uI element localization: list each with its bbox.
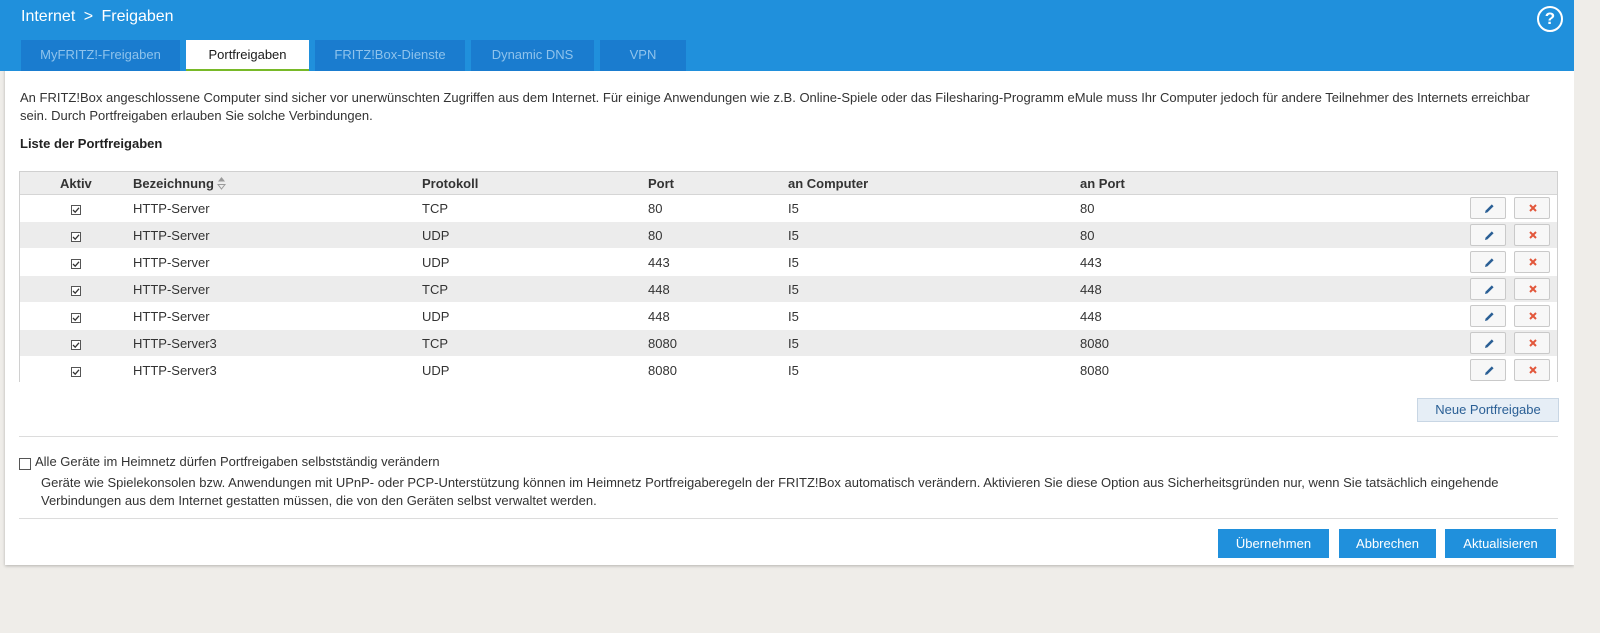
tab-portfreigaben[interactable]: Portfreigaben [186,40,309,71]
tab-myfritz-freigaben[interactable]: MyFRITZ!-Freigaben [21,40,180,71]
edit-button[interactable] [1470,305,1506,327]
pencil-icon [1484,284,1495,295]
table-row [20,330,1557,356]
column-header-aktiv: Aktiv [60,176,92,191]
tab-fritzbox-dienste[interactable]: FRITZ!Box-Dienste [315,40,465,71]
help-icon[interactable]: ? [1537,6,1563,32]
pencil-icon [1484,257,1495,268]
sort-icon[interactable] [217,176,226,193]
cell-an-computer: I5 [788,201,799,216]
cell-port: 443 [648,255,670,270]
upnp-option-description: Geräte wie Spielekonsolen bzw. Anwendungen mit UPnP- oder PCP-Unterstützung können im Heimnetz Portfreigaberegeln der FRITZ!Box automatisch verändern. Aktivieren Sie diese Option aus Sicherheitsgründen nur, wenn Sie tatsächlich eingehende Verbindungen aus dem Internet gestatten müssen, die von den Geräten selbst verwaltet werden. [41,475,1499,508]
cell-an-port: 448 [1080,309,1102,324]
cell-protokoll: UDP [422,228,450,243]
cell-an-port: 8080 [1080,363,1109,378]
table-header [20,172,1557,195]
cell-bezeichnung: HTTP-Server [133,309,210,324]
close-icon [1528,230,1538,240]
delete-button[interactable] [1514,224,1550,246]
delete-button[interactable] [1514,332,1550,354]
cancel-button[interactable]: Abbrechen [1339,529,1436,558]
column-header-an-computer: an Computer [788,176,869,191]
tab-dynamic-dns[interactable]: Dynamic DNS [471,40,594,71]
cell-an-computer: I5 [788,282,799,297]
edit-button[interactable] [1470,197,1506,219]
close-icon [1528,365,1538,375]
tab-bar [21,40,692,71]
table-row [20,222,1557,248]
page-scroll-track [1574,0,1600,633]
cell-port: 80 [648,201,663,216]
checkbox-checked-icon[interactable] [71,256,81,266]
tab-vpn[interactable]: VPN [600,40,686,71]
apply-button[interactable]: Übernehmen [1218,529,1329,558]
edit-button[interactable] [1470,224,1506,246]
cell-bezeichnung: HTTP-Server [133,228,210,243]
cell-an-port: 80 [1080,228,1095,243]
intro-text: An FRITZ!Box angeschlossene Computer sind sicher vor unerwünschten Zugriffen aus dem Internet. Für einige Anwendungen wie z.B. Online-Spiele oder das Filesharing-Programm eMule muss Ihr Computer jedoch für andere Teilnehmer des Internets erreichbar sein. Durch Portfreigaben erlauben Sie solche Verbindungen. [20,90,1530,123]
cell-port: 8080 [648,363,677,378]
pencil-icon [1484,203,1495,214]
cell-protokoll: UDP [422,309,450,324]
edit-button[interactable] [1470,251,1506,273]
new-port-forwarding-button[interactable]: Neue Portfreigabe [1417,398,1559,422]
cell-protokoll: TCP [422,282,448,297]
pencil-icon [1484,230,1495,241]
column-header-protokoll: Protokoll [422,176,479,191]
delete-button[interactable] [1514,197,1550,219]
table-row [20,249,1557,275]
cell-an-port: 448 [1080,282,1102,297]
cell-bezeichnung: HTTP-Server3 [133,336,217,351]
column-header-bezeichnung-label[interactable]: Bezeichnung [133,176,214,191]
port-forwarding-table [19,171,1558,382]
cell-port: 8080 [648,336,677,351]
pencil-icon [1484,365,1495,376]
pencil-icon [1484,338,1495,349]
cell-bezeichnung: HTTP-Server [133,282,210,297]
column-header-an-port: an Port [1080,176,1125,191]
cell-an-computer: I5 [788,336,799,351]
delete-button[interactable] [1514,278,1550,300]
page-header [0,0,1574,71]
breadcrumb [21,8,174,26]
cell-an-port: 8080 [1080,336,1109,351]
checkbox-checked-icon[interactable] [71,229,81,239]
delete-button[interactable] [1514,359,1550,381]
edit-button[interactable] [1470,359,1506,381]
list-title: Liste der Portfreigaben [20,136,163,151]
close-icon [1528,338,1538,348]
cell-an-computer: I5 [788,363,799,378]
cell-bezeichnung: HTTP-Server [133,201,210,216]
cell-port: 448 [648,282,670,297]
table-row [20,303,1557,329]
edit-button[interactable] [1470,278,1506,300]
edit-button[interactable] [1470,332,1506,354]
delete-button[interactable] [1514,305,1550,327]
cell-an-computer: I5 [788,309,799,324]
close-icon [1528,311,1538,321]
close-icon [1528,257,1538,267]
cell-port: 80 [648,228,663,243]
checkbox-checked-icon[interactable] [71,310,81,320]
cell-bezeichnung: HTTP-Server3 [133,363,217,378]
cell-an-computer: I5 [788,228,799,243]
breadcrumb-page: Freigaben [101,8,174,25]
column-header-port: Port [648,176,674,191]
footer-divider [19,518,1558,519]
pencil-icon [1484,311,1495,322]
cell-protokoll: TCP [422,201,448,216]
upnp-option-label[interactable]: Alle Geräte im Heimnetz dürfen Portfreigaben selbstständig verändern [35,454,440,469]
checkbox-checked-icon[interactable] [71,337,81,347]
breadcrumb-separator: > [83,8,94,25]
refresh-button[interactable]: Aktualisieren [1445,529,1556,558]
checkbox-checked-icon[interactable] [71,283,81,293]
close-icon [1528,284,1538,294]
checkbox-checked-icon[interactable] [71,202,81,212]
table-row [20,195,1557,221]
checkbox-checked-icon[interactable] [71,364,81,374]
close-icon [1528,203,1538,213]
table-row [20,357,1557,383]
cell-an-port: 443 [1080,255,1102,270]
divider [19,436,1558,437]
cell-port: 448 [648,309,670,324]
cell-an-computer: I5 [788,255,799,270]
cell-protokoll: UDP [422,363,450,378]
cell-bezeichnung: HTTP-Server [133,255,210,270]
cell-an-port: 80 [1080,201,1095,216]
column-header-bezeichnung[interactable] [133,176,226,193]
delete-button[interactable] [1514,251,1550,273]
breadcrumb-section[interactable]: Internet [21,8,76,25]
upnp-option-checkbox[interactable] [19,458,31,470]
cell-protokoll: UDP [422,255,450,270]
cell-protokoll: TCP [422,336,448,351]
table-row [20,276,1557,302]
